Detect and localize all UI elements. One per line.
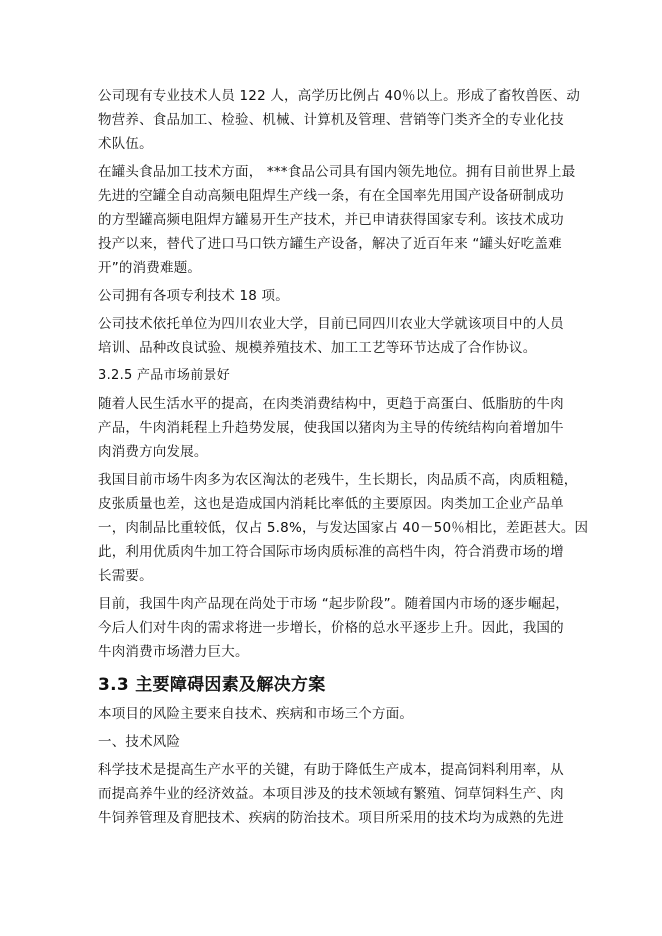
subsection-heading: 3.2.5 产品市场前景好 <box>98 368 231 383</box>
paragraph <box>98 84 581 156</box>
paragraph-line: 我国目前市场牛肉多为农区淘汰的老残牛，生长期长，肉品质不高，肉质粗糙， <box>98 472 578 488</box>
paragraph <box>98 160 576 280</box>
paragraph-line: 投产以来，替代了进口马口铁方罐生产设备，解决了近百年来 “罐头好吃盖难 <box>98 236 562 252</box>
paragraph-line: 牛肉消费市场潜力巨大。 <box>98 644 249 660</box>
paragraph-line: 而提高养牛业的经济效益。本项目涉及的技术领域有繁殖、饲草饲料生产、肉 <box>98 786 564 802</box>
paragraph-line: 培训、品种改良试验、规模养殖技术、加工工艺等环节达成了合作协议。 <box>98 340 537 356</box>
paragraph <box>98 312 566 360</box>
paragraph-line: 一、技术风险 <box>98 734 181 750</box>
paragraph-line: 一，肉制品比重较低，仅占 5.8%，与发达国家占 40－50％相比，差距甚大。因 <box>98 520 589 536</box>
paragraph <box>98 392 566 464</box>
section-heading: 3.3 主要障碍因素及解决方案 <box>98 675 326 695</box>
paragraph-line: 在罐头食品加工技术方面， ***食品公司具有国内领先地位。拥有目前世界上最 <box>98 164 576 180</box>
paragraph-line: 目前，我国牛肉产品现在尚处于市场 “起步阶段”。随着国内市场的逐步崛起， <box>98 596 569 612</box>
paragraph-line: 开”的消费难题。 <box>98 260 202 276</box>
paragraph-line: 肉消费方向发展。 <box>98 444 208 460</box>
paragraph-line: 本项目的风险主要来自技术、疾病和市场三个方面。 <box>98 706 414 722</box>
paragraph-spacer <box>98 664 566 668</box>
paragraph-line: 牛饲养管理及育肥技术、疾病的防治技术。项目所采用的技术均为成熟的先进 <box>98 810 564 826</box>
paragraph-line: 的方型罐高频电阻焊方罐易开生产技术，并已申请获得国家专利。该技术成功 <box>98 212 564 228</box>
paragraph-line: 公司拥有各项专利技术 18 项。 <box>98 288 289 304</box>
paragraph <box>98 758 566 830</box>
paragraph <box>98 468 589 588</box>
paragraph <box>98 284 566 308</box>
paragraph-line: 公司技术依托单位为四川农业大学，目前已同四川农业大学就该项目中的人员 <box>98 316 564 332</box>
paragraph-line: 科学技术是提高生产水平的关键，有助于降低生产成本，提高饲料利用率，从 <box>98 762 564 778</box>
paragraph-line: 随着人民生活水平的提高，在肉类消费结构中，更趋于高蛋白、低脂肪的牛肉 <box>98 396 564 412</box>
paragraph-line: 长需要。 <box>98 568 153 584</box>
paragraph-spacer <box>98 830 566 834</box>
paragraph-line: 产品，牛肉消耗程上升趋势发展，使我国以猪肉为主导的传统结构向着增加牛 <box>98 420 564 436</box>
paragraph <box>98 702 566 726</box>
paragraph-line: 公司现有专业技术人员 122 人，高学历比例占 40％以上。形成了畜牧兽医、动 <box>98 88 581 104</box>
paragraph-line: 先进的空罐全自动高频电阻焊生产线一条，有在全国率先用国产设备研制成功 <box>98 188 564 204</box>
paragraph-line: 术队伍。 <box>98 136 153 152</box>
paragraph <box>98 730 566 754</box>
paragraph-line: 物营养、食品加工、检验、机械、计算机及管理、营销等门类齐全的专业化技 <box>98 112 564 128</box>
paragraph <box>98 592 569 664</box>
paragraph-line: 此，利用优质肉牛加工符合国际市场肉质标准的高档牛肉，符合消费市场的增 <box>98 544 564 560</box>
paragraph-line: 今后人们对牛肉的需求将进一步增长，价格的总水平逐步上升。因此，我国的 <box>98 620 564 636</box>
document-body <box>98 84 589 834</box>
paragraph-line: 皮张质量也差，这也是造成国内消耗比率低的主要原因。肉类加工企业产品单 <box>98 496 564 512</box>
